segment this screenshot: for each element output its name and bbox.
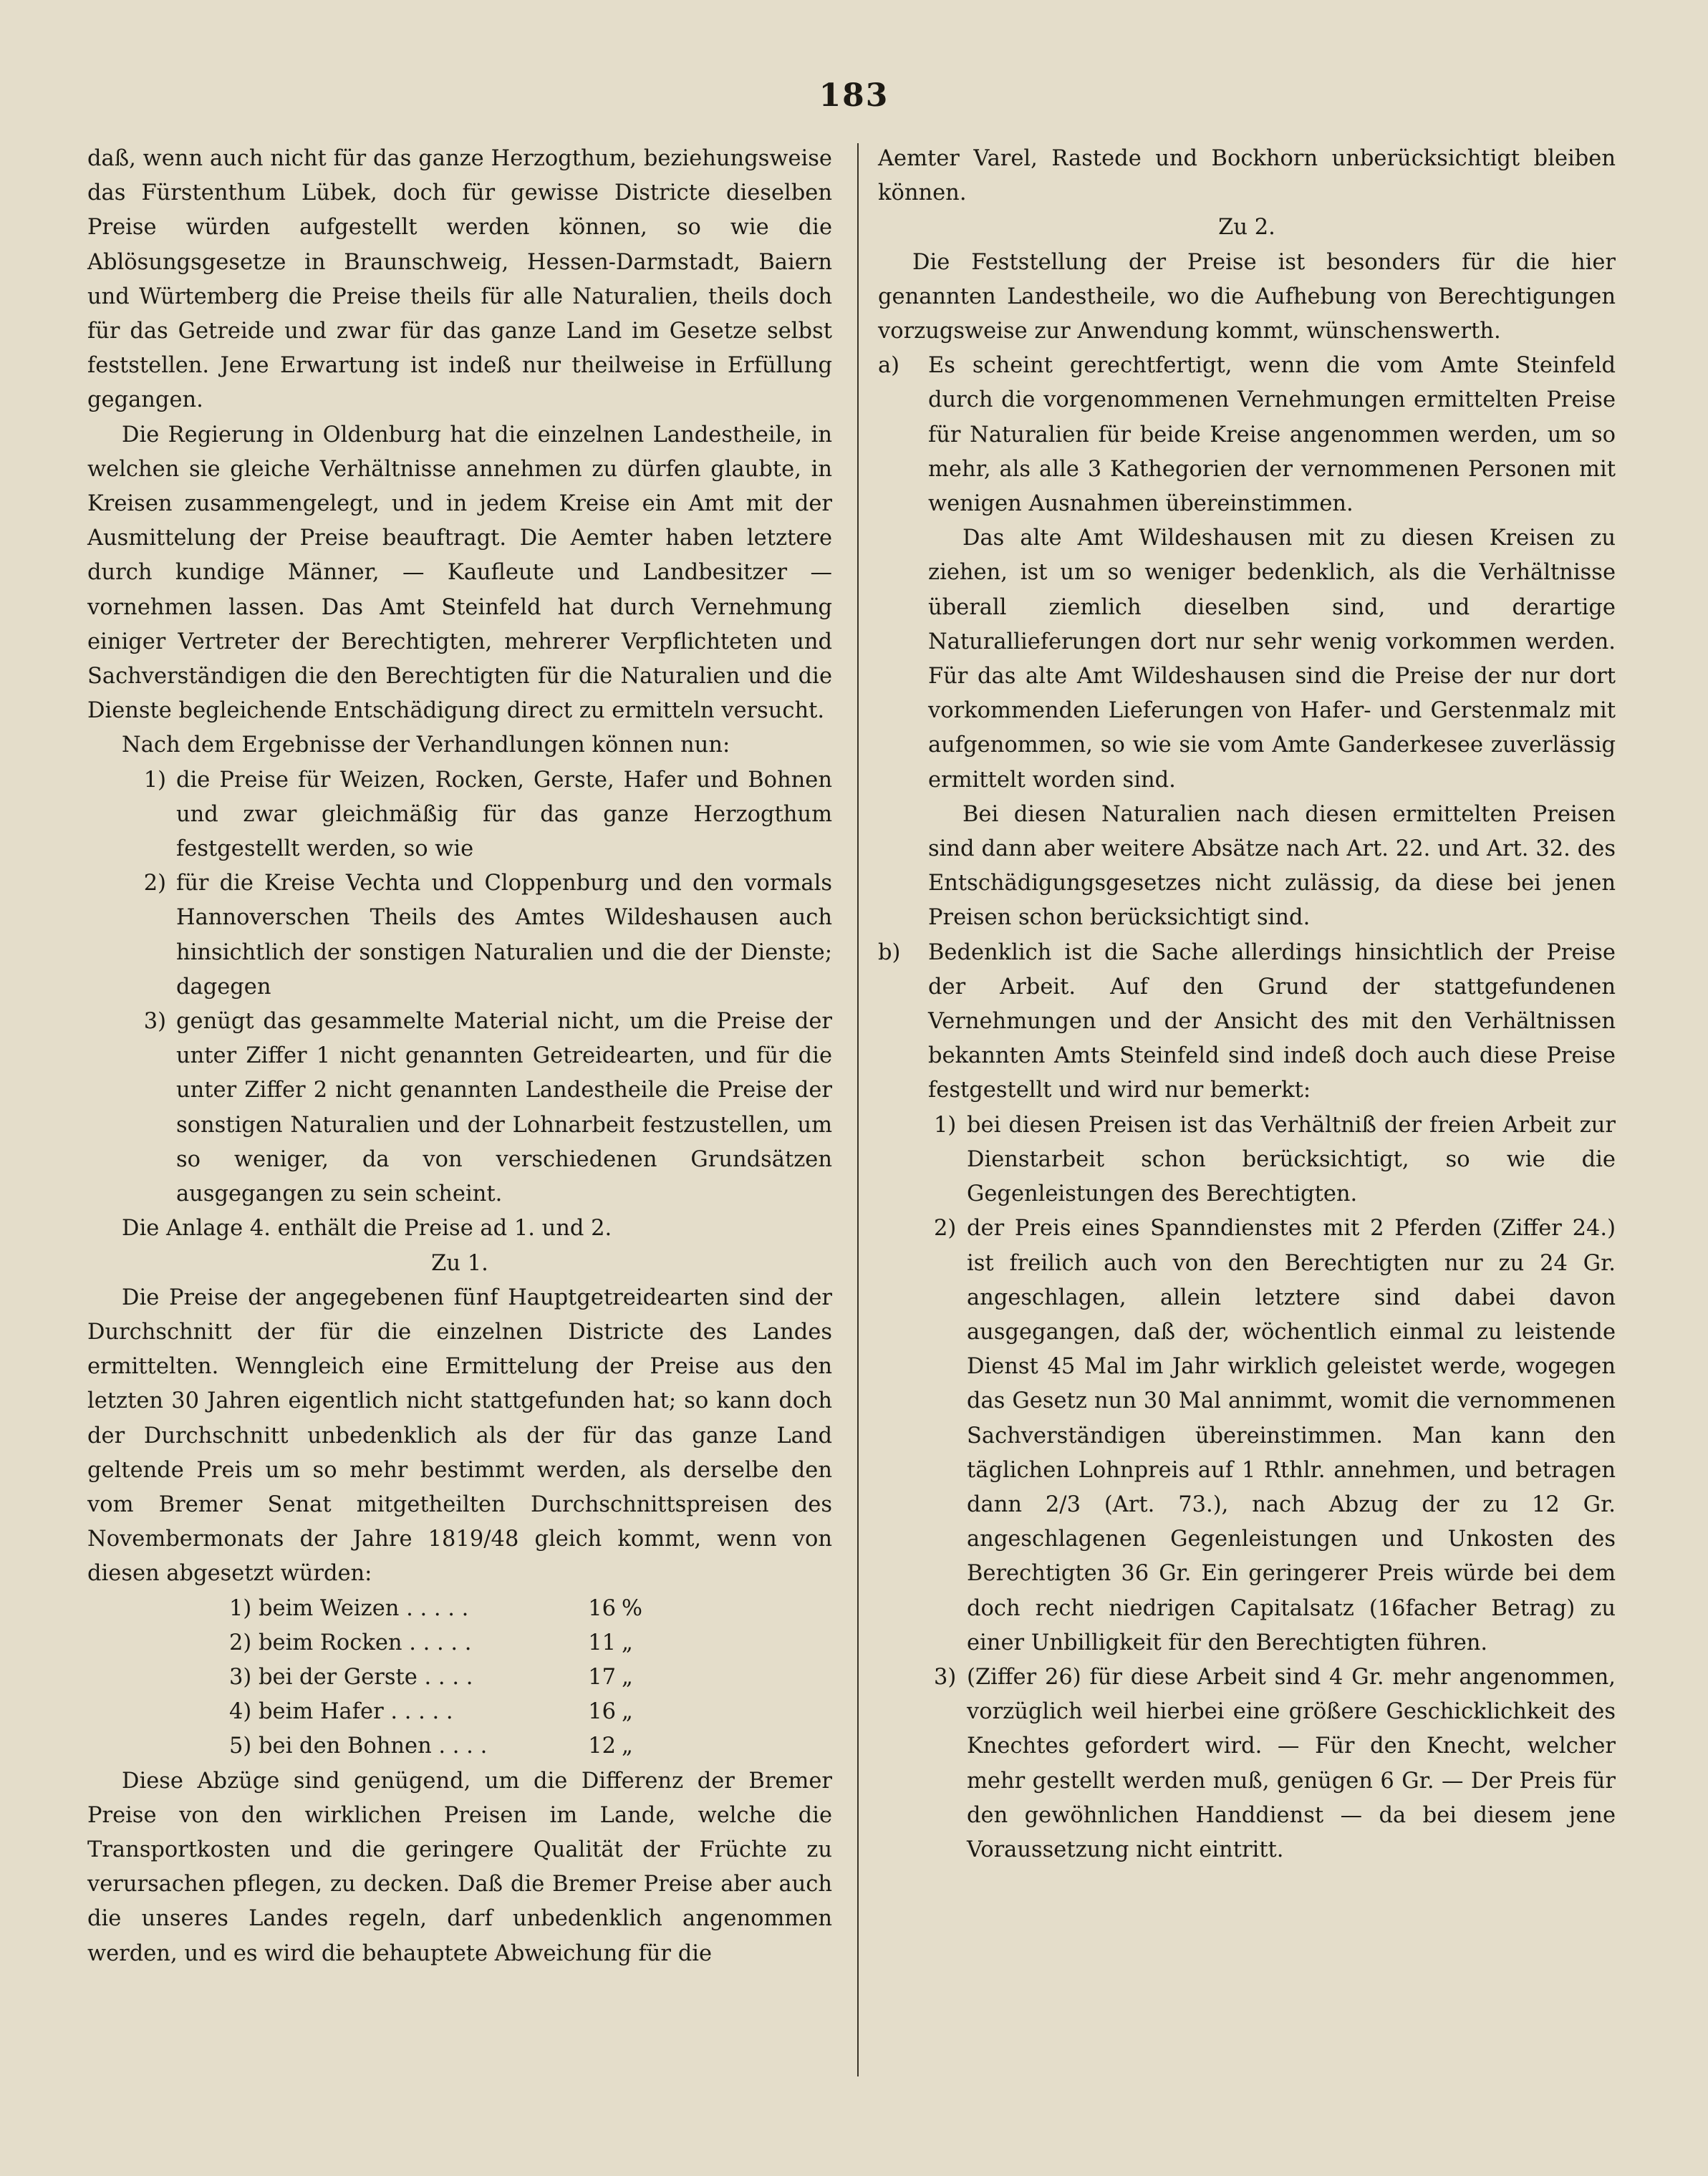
paragraph: Diese Abzüge sind genügend, um die Differenz der Bremer Preise von den wirklichen Preisen im Lande, welche die Transportkosten und die geringere Qualität der Früchte zu verursachen pflegen, zu decken. Daß die Bremer Preise aber auch die unseres Landes regeln, darf unbedenklich angenommen werden, und es wird die behauptete Abweichung für die: [87, 1768, 832, 1966]
row-number: 4): [229, 1699, 252, 1725]
row-label: beim Rocken . . . . .: [259, 1630, 472, 1655]
row-unit: „: [622, 1733, 633, 1759]
list-text: die Preise für Weizen, Rocken, Gerste, Hafer und Bohnen und zwar gleichmäßig für das ganze Herzogthum festgestellt werden, so wie: [176, 767, 832, 862]
column-divider: [857, 143, 859, 2076]
right-column: [878, 142, 1616, 1867]
paragraph: Die Anlage 4. enthält die Preise ad 1. und 2.: [122, 1216, 612, 1242]
list-item: [87, 866, 832, 1005]
row-value: 16: [588, 1699, 616, 1725]
table-row: [229, 1695, 745, 1729]
row-unit: „: [622, 1699, 633, 1725]
list-item: [87, 763, 832, 867]
list-number: 2): [143, 871, 166, 896]
row-unit: „: [622, 1630, 633, 1655]
paragraph: Die Feststellung der Preise ist besonders für die hier genannten Landestheile, wo die Aufhebung von Berechtigungen vorzugsweise zur Anwendung kommt, wünschenswerth.: [878, 249, 1616, 344]
table-row: [229, 1592, 745, 1626]
sub-item-text: Bedenklich ist die Sache allerdings hinsichtlich der Preise der Arbeit. Auf den Grund der stattgefundenen Vernehmungen und der Ansicht des mit den Verhältnissen bekannten Amts Steinfeld sind indeß doch auch diese Preise festgestellt und wird nur bemerkt:: [928, 939, 1616, 1103]
table-row: [229, 1660, 745, 1695]
list-number: 3): [934, 1664, 957, 1690]
left-column: [87, 142, 832, 1971]
paragraph: daß, wenn auch nicht für das ganze Herzogthum, beziehungsweise das Fürstenthum Lübek, doch für gewisse Districte dieselben Preise würden aufgestellt werden können, so wie die Ablösungsgesetze in Braunschweig, Hessen-Darmstadt, Baiern und Würtemberg die Preise theils für alle Naturalien, theils doch für das Getreide und zwar für das ganze Land im Gesetze selbst feststellen. Jene Erwartung ist indeß nur theilweise in Erfüllung gegangen.: [87, 146, 832, 413]
page-number: 183: [819, 77, 889, 114]
list-number: 3): [143, 1009, 166, 1035]
row-unit: %: [622, 1595, 642, 1621]
row-number: 5): [229, 1733, 252, 1759]
row-value: 12: [588, 1733, 616, 1759]
row-label: bei der Gerste . . . .: [259, 1664, 473, 1690]
row-value: 11: [588, 1630, 616, 1655]
list-item: [87, 1005, 832, 1212]
row-label: bei den Bohnen . . . .: [259, 1733, 488, 1759]
table-row: [229, 1729, 745, 1764]
sub-item-text: Es scheint gerechtfertigt, wenn die vom Amte Steinfeld durch die vorgenommenen Vernehmungen ermittelten Preise für Naturalien für beide Kreise angenommen werden, um so mehr, als alle 3 Kathegorien der vernommenen Personen mit wenigen Ausnahmen übereinstimmen.: [928, 353, 1616, 517]
sub-item-a: [878, 349, 1616, 521]
list-number: 2): [934, 1216, 957, 1242]
row-number: 3): [229, 1664, 252, 1690]
paragraph: Die Regierung in Oldenburg hat die einzelnen Landestheile, in welchen sie gleiche Verhältnisse annehmen zu dürfen glaubte, in Kreisen zusammengelegt, und in jedem Kreise ein Amt mit der Ausmittelung der Preise beauftragt. Die Aemter haben letztere durch kundige Männer, — Kaufleute und Landbesitzer — vornehmen lassen. Das Amt Steinfeld hat durch Vernehmung einiger Vertreter der Berechtigten, mehrerer Verpflichteten und Sachverständigen die den Berechtigten für die Naturalien und die Dienste begleichende Entschädigung direct zu ermitteln versucht.: [87, 422, 832, 724]
list-item: [878, 1108, 1616, 1212]
section-heading: Zu 1.: [431, 1250, 488, 1276]
row-number: 1): [229, 1595, 252, 1621]
list-text: für die Kreise Vechta und Cloppenburg und den vormals Hannoverschen Theils des Amtes Wildeshausen auch hinsichtlich der sonstigen Naturalien und die der Dienste; dagegen: [176, 871, 832, 1000]
sub-item-marker: a): [878, 353, 900, 379]
list-text: genügt das gesammelte Material nicht, um die Preise der unter Ziffer 1 nicht genannten Getreidearten, und für die unter Ziffer 2 nicht genannten Landestheile die Preise der sonstigen Naturalien und der Lohnarbeit festzustellen, um so weniger, da von verschiedenen Grundsätzen ausgegangen zu sein scheint.: [176, 1009, 832, 1207]
paragraph: Das alte Amt Wildeshausen mit zu diesen Kreisen zu ziehen, ist um so weniger bedenklich, als die Verhältnisse überall ziemlich dieselben sind, und derartige Naturallieferungen dort nur sehr wenig vorkommen werden. Für das alte Amt Wildeshausen sind die Preise der nur dort vorkommenden Lieferungen von Hafer- und Gerstenmalz mit aufgenommen, so wie sie vom Amte Ganderkesee zuverlässig ermittelt worden sind.: [928, 526, 1616, 793]
list-item: [878, 1660, 1616, 1867]
row-number: 2): [229, 1630, 252, 1655]
row-unit: „: [622, 1664, 633, 1690]
list-text: (Ziffer 26) für diese Arbeit sind 4 Gr. mehr angenommen, vorzüglich weil hierbei eine größere Geschicklichkeit des Knechtes gefordert wird. — Für den Knecht, welcher mehr gestellt werden muß, genügen 6 Gr. — Der Preis für den gewöhnlichen Handdienst — da bei diesem jene Voraussetzung nicht eintritt.: [967, 1664, 1616, 1862]
list-text: der Preis eines Spanndienstes mit 2 Pferden (Ziffer 24.) ist freilich auch von den Berechtigten nur zu 24 Gr. angeschlagen, allein letztere sind dabei davon ausgegangen, daß der, wöchentlich einmal zu leistende Dienst 45 Mal im Jahr wirklich geleistet werde, wogegen das Gesetz nun 30 Mal annimmt, womit die vernommenen Sachverständigen übereinstimmen. Man kann den täglichen Lohnpreis auf 1 Rthlr. annehmen, und betragen dann 2/3 (Art. 73.), nach Abzug der zu 12 Gr. angeschlagenen Gegenleistungen und Unkosten des Berechtigten 36 Gr. Ein geringerer Preis würde bei dem doch recht niedrigen Capitalsatz (16facher Betrag) zu einer Unbilligkeit für den Berechtigten führen.: [967, 1216, 1616, 1655]
sub-item-marker: b): [878, 939, 901, 965]
sub-item-b: [878, 936, 1616, 1108]
list-text: bei diesen Preisen ist das Verhältniß der freien Arbeit zur Dienstarbeit schon berücksichtigt, so wie die Gegenleistungen des Berechtigten.: [967, 1112, 1616, 1207]
row-value: 16: [588, 1595, 616, 1621]
paragraph: Nach dem Ergebnisse der Verhandlungen können nun:: [122, 732, 730, 758]
row-label: beim Weizen . . . . .: [259, 1595, 469, 1621]
list-number: 1): [143, 767, 166, 793]
paragraph: Bei diesen Naturalien nach diesen ermittelten Preisen sind dann aber weitere Absätze nach Art. 22. und Art. 32. des Entschädigungsgesetzes nicht zulässig, da diese bei jenen Preisen schon berücksichtigt sind.: [928, 801, 1616, 931]
row-value: 17: [588, 1664, 616, 1690]
deduction-table: [229, 1592, 745, 1764]
section-heading: Zu 2.: [1218, 215, 1275, 241]
table-row: [229, 1626, 745, 1660]
list-item: [878, 1212, 1616, 1660]
list-number: 1): [934, 1112, 957, 1138]
paragraph: Die Preise der angegebenen fünf Hauptgetreidearten sind der Durchschnitt der für die einzelnen Districte des Landes ermittelten. Wenngleich eine Ermittelung der Preise aus den letzten 30 Jahren eigentlich nicht stattgefunden hat; so kann doch der Durchschnitt unbedenklich als der für das ganze Land geltende Preis um so mehr bestimmt werden, als derselbe den vom Bremer Senat mitgetheilten Durchschnittspreisen des Novembermonats der Jahre 1819/48 gleich kommt, wenn von diesen abgesetzt würden:: [87, 1285, 832, 1587]
paragraph: Aemter Varel, Rastede und Bockhorn unberücksichtigt bleiben können.: [878, 146, 1616, 206]
row-label: beim Hafer . . . . .: [259, 1699, 453, 1725]
